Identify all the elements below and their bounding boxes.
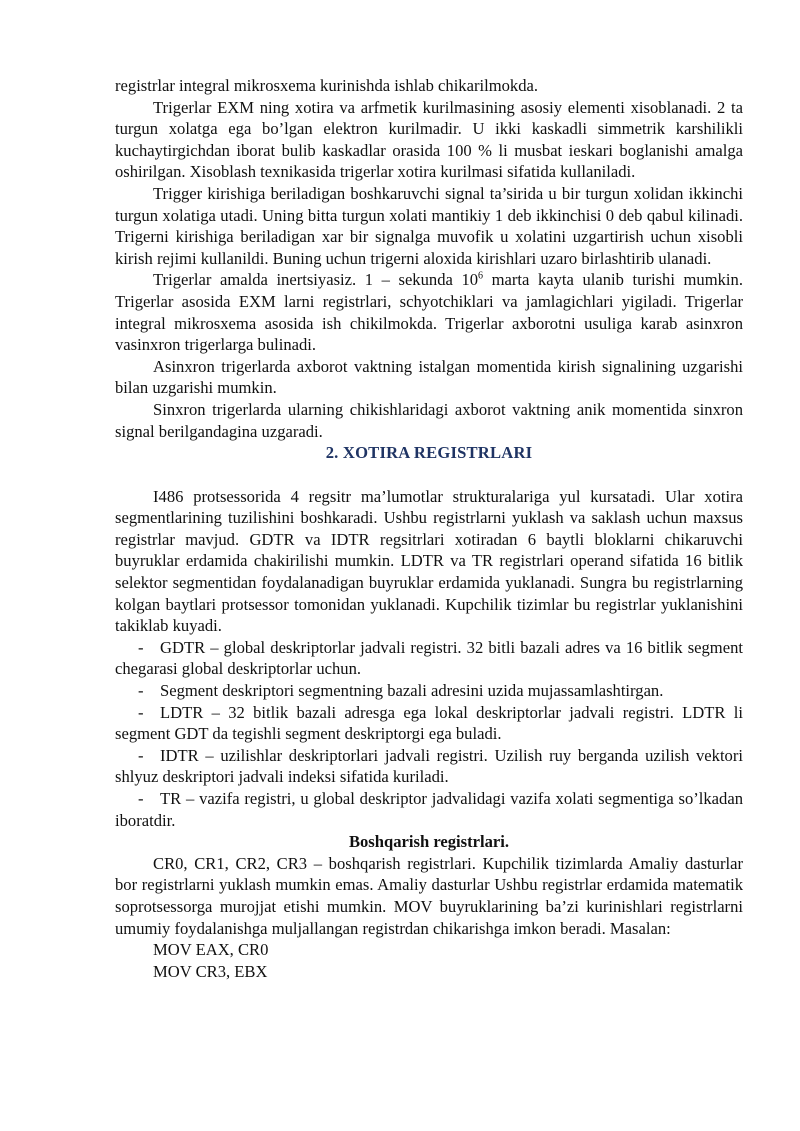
dash-marker: - <box>138 789 144 808</box>
dash-marker: - <box>138 702 144 722</box>
paragraph-control-registers: CR0, CR1, CR2, CR3 – boshqarish registrlari. Kupchilik tizimlarda Amaliy dasturlar bor registrlarni yuklash mumkin emas. Amaliy dasturlar Ushbu registrlar erdamida matematik soprotsessorga murojjat etishi mumkin. MOV buyruklarining ba’zi kurinishlari registrlarni umumiy foydalanishga muljallangan registrdan chikarishga imkon beradi. Masalan: <box>115 853 743 938</box>
paragraph-trigger-inertia <box>115 269 743 355</box>
exponent: 6 <box>478 270 484 282</box>
dash-marker: - <box>138 637 144 657</box>
paragraph-async-triggers: Asinxron trigerlarda axborot vaktning istalgan momentida kirish signalining uzgarishi bilan uzgarishi mumkin. <box>115 356 743 398</box>
paragraph-triggers-intro: Trigerlar EXM ning xotira va arfmetik kurilmasining asosiy elementi xisoblanadi. 2 ta turgun xolatga ega bo’lgan elektron kurilmadir. U ikki kaskadli simmetrik karshilikli kuchaytirgichdan iborat bulib kaskadlar orasida 100 % li musbat ieskari boglanishi amalga oshirilgan. Xisoblash texnikasida trigerlar xotira kurilmasi sifatida kullaniladi. <box>115 97 743 182</box>
register-list <box>115 637 743 831</box>
inertia-text-a: Trigerlar amalda inertsiyasiz. 1 – sekunda 10 <box>153 270 479 290</box>
list-item-text: IDTR – uzilishlar deskriptorlari jadvali registri. Uzilish ruy berganda uzilish vektori shlyuz deskriptori jadvali indeksi sifatida kuriladi. <box>115 745 743 787</box>
dash-marker: - <box>138 681 144 701</box>
code-line: MOV CR3, EBX <box>153 961 268 981</box>
list-item-gdtr <box>115 637 743 680</box>
list-item-text: GDTR – global deskriptorlar jadvali registri. 32 bitli bazali adres va 16 bitlik segment chegarasi global deskriptorlar uchun. <box>115 637 743 679</box>
list-item-text: Segment deskriptori segmentning bazali adresini uzida mujassamlashtirgan. <box>160 681 664 701</box>
paragraph-continuation: registrlar integral mikrosxema kurinishda ishlab chikarilmokda. <box>115 76 539 95</box>
inertia-text-b: marta kayta ulanib turishi mumkin. Trigerlar asosida EXM larni registrlari, schyotchiklari va jamlagichlari yigiladi. Trigerlar integral mikrosxema asosida ish chikilmokda. Trigerlar axborotni usuliga karab asinxron vasinxron trigerlarga bulinadi. <box>115 270 743 355</box>
list-item-ldtr <box>115 702 743 745</box>
list-item-segment-descriptor <box>115 680 743 702</box>
code-line: MOV EAX, CR0 <box>153 940 269 960</box>
list-item-tr <box>115 788 743 831</box>
list-item-text: TR – vazifa registri, u global deskriptor jadvalidagi vazifa xolati segmentiga so’lkadan iboratdir. <box>115 789 743 830</box>
subsection-heading: Boshqarish registrlari. <box>348 832 510 852</box>
list-item-text: LDTR – 32 bitlik bazali adresga ega lokal deskriptorlar jadvali registri. LDTR li segment GDT da tegishli segment deskriptorgi ega buladi. <box>115 702 743 744</box>
list-item-idtr <box>115 745 743 788</box>
paragraph-trigger-signal: Trigger kirishiga beriladigan boshkaruvchi signal ta’sirida u bir turgun xolidan ikkinchi turgun xolatiga utadi. Uning bitta turgun xolati mantikiy 1 deb ikkinchisi 0 deb qabul kilinadi. Trigerni kirishiga beriladigan xar bir signalga muvofik u xolatini uzgartirish uchun xisobli kirish rejimi kullanildi. Buning uchun trigerni aloxida kirishlari uzaro birlashtirib ulanadi. <box>115 183 743 268</box>
paragraph-memory-registers: I486 protsessorida 4 regsitr ma’lumotlar strukturalariga yul kursatadi. Ular xotira segmentlarining tuzilishini boshkaradi. Ushbu registrlarni yuklash va saklash uchun maxsus registrlar mavjud. GDTR va IDTR regsitrlari xotiradan 6 baytli bloklarni chikaruvchi buyruklar erdamida chakirilishi mumkin. LDTR va TR registrlari operand sifatida 16 bitlik selektor segmentidan foydalanadigan buyruklar erdamida yuklanadi. Sungra bu registrlarning kolgan baytlari protsessor tomonidan yuklanadi. Kupchilik tizimlar bu registrlar yuklanishini takiklab kuyadi. <box>115 486 743 636</box>
paragraph-sync-triggers: Sinxron trigerlarda ularning chikishlaridagi axborot vaktning anik momentida sinxron signal berilgandagina uzgaradi. <box>115 399 743 441</box>
document-body <box>115 75 743 982</box>
dash-marker: - <box>138 745 144 765</box>
section-heading: 2. XOTIRA REGISTRLARI <box>325 443 533 463</box>
